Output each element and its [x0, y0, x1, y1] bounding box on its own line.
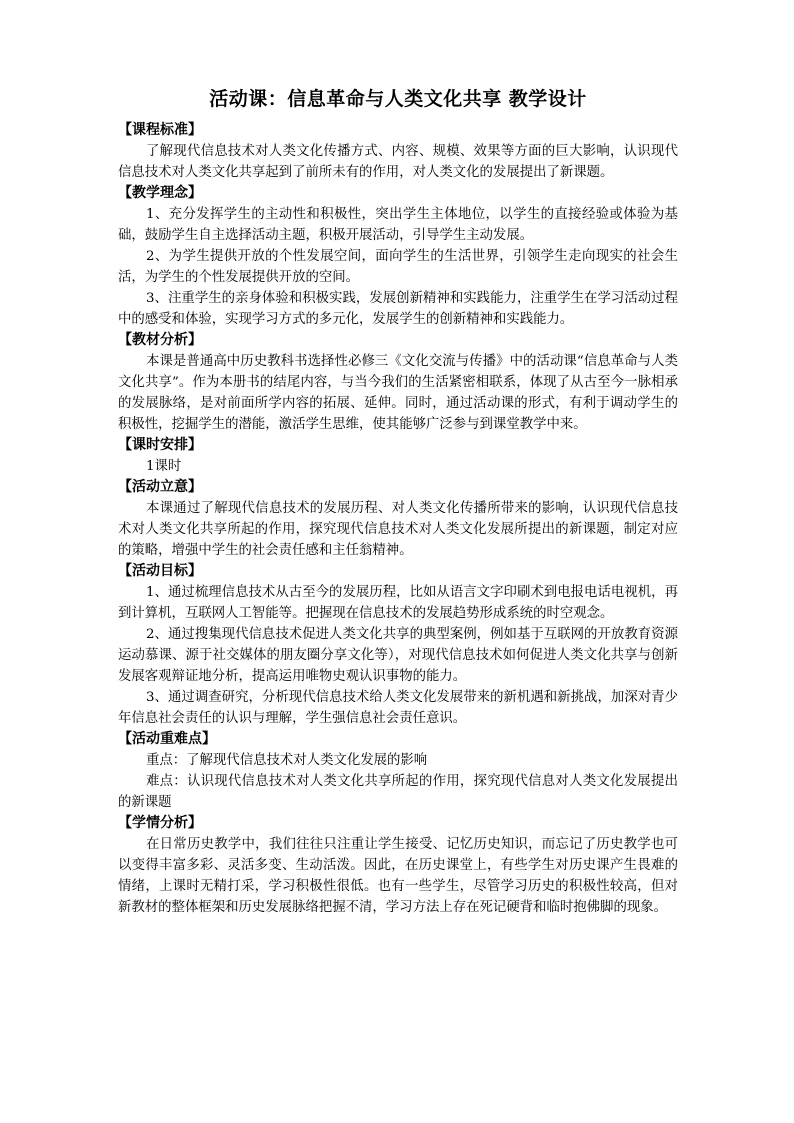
paragraph: 重点：了解现代信息技术对人类文化发展的影响: [146, 753, 428, 768]
section-activity-purpose: [118, 477, 678, 561]
paragraph: 3、通过调查研究，分析现代信息技术给人类文化发展带来的新机遇和新挑战，加深对青少年信息社会责任的认识与理解，学生强信息社会责任意识。: [118, 690, 678, 726]
section-heading: 【课时安排】: [118, 437, 202, 453]
page-title: 活动课：信息革命与人类文化共享 教学设计: [209, 88, 587, 110]
section-teaching-philosophy: [118, 183, 678, 330]
section-heading: 【教材分析】: [118, 332, 202, 348]
section-heading: 【课程标准】: [118, 122, 202, 138]
section-curriculum-standard: [118, 120, 678, 183]
document-page: [118, 84, 678, 918]
section-textbook-analysis: [118, 330, 678, 435]
paragraph: 在日常历史教学中，我们往往只注重让学生接受、记忆历史知识，而忘记了历史教学也可以变得丰富多彩、灵活多变、生动活泼。因此，在历史课堂上，有些学生对历史课产生畏难的情绪，上课时无精打采，学习积极性很低。也有一些学生，尽管学习历史的积极性较高，但对新教材的整体框架和历史发展脉络把握不清，学习方法上存在死记硬背和临时抱佛脚的现象。: [118, 837, 678, 915]
paragraph: 1、充分发挥学生的主动性和积极性，突出学生主体地位，以学生的直接经验或体验为基础，鼓励学生自主选择活动主题，积极开展活动，引导学生主动发展。: [118, 207, 678, 243]
section-activity-goals: [118, 561, 678, 729]
section-heading: 【活动重难点】: [118, 731, 216, 747]
paragraph: 2、为学生提供开放的个性发展空间，面向学生的生活世界，引领学生走向现实的社会生活，为学生的个性发展提供开放的空间。: [118, 249, 678, 285]
paragraph: 本课是普通高中历史教科书选择性必修三《文化交流与传播》中的活动课“信息革命与人类文化共享”。作为本册书的结尾内容，与当今我们的生活紧密相联系，体现了从古至今一脉相承的发展脉络，是对前面所学内容的拓展、延伸。同时，通过活动课的形式，有利于调动学生的积极性，挖掘学生的潜能，激活学生思维，使其能够广泛参与到课堂教学中来。: [118, 354, 678, 432]
paragraph: 难点：认识现代信息技术对人类文化共享所起的作用，探究现代信息对人类文化发展提出的新课题: [118, 774, 678, 810]
paragraph: 1、通过梳理信息技术从古至今的发展历程，比如从语言文字印刷术到电报电话电视机，再到计算机，互联网人工智能等。把握现在信息技术的发展趋势形成系统的时空观念。: [118, 585, 678, 621]
section-heading: 【活动目标】: [118, 563, 202, 579]
paragraph: 1课时: [146, 459, 182, 474]
section-heading: 【活动立意】: [118, 479, 202, 495]
section-heading: 【学情分析】: [118, 815, 202, 831]
section-key-difficult-points: [118, 729, 678, 813]
paragraph: 3、注重学生的亲身体验和积极实践，发展创新精神和实践能力，注重学生在学习活动过程中的感受和体验，实现学习方式的多元化，发展学生的创新精神和实践能力。: [118, 291, 678, 327]
paragraph: 2、通过搜集现代信息技术促进人类文化共享的典型案例，例如基于互联网的开放教育资源运动慕课、源于社交媒体的朋友圈分享文化等），对现代信息技术如何促进人类文化共享与创新发展客观辩证地分析，提高运用唯物史观认识事物的能力。: [118, 627, 678, 684]
section-class-schedule: [118, 435, 678, 477]
section-learner-analysis: [118, 813, 678, 918]
section-heading: 【教学理念】: [118, 185, 202, 201]
paragraph: 本课通过了解现代信息技术的发展历程、对人类文化传播所带来的影响，认识现代信息技术对人类文化共享所起的作用，探究现代信息技术对人类文化发展所提出的新课题，制定对应的策略，增强中学生的社会责任感和主任翁精神。: [118, 501, 678, 558]
paragraph: 了解现代信息技术对人类文化传播方式、内容、规模、效果等方面的巨大影响，认识现代信息技术对人类文化共享起到了前所未有的作用，对人类文化的发展提出了新课题。: [118, 144, 678, 180]
